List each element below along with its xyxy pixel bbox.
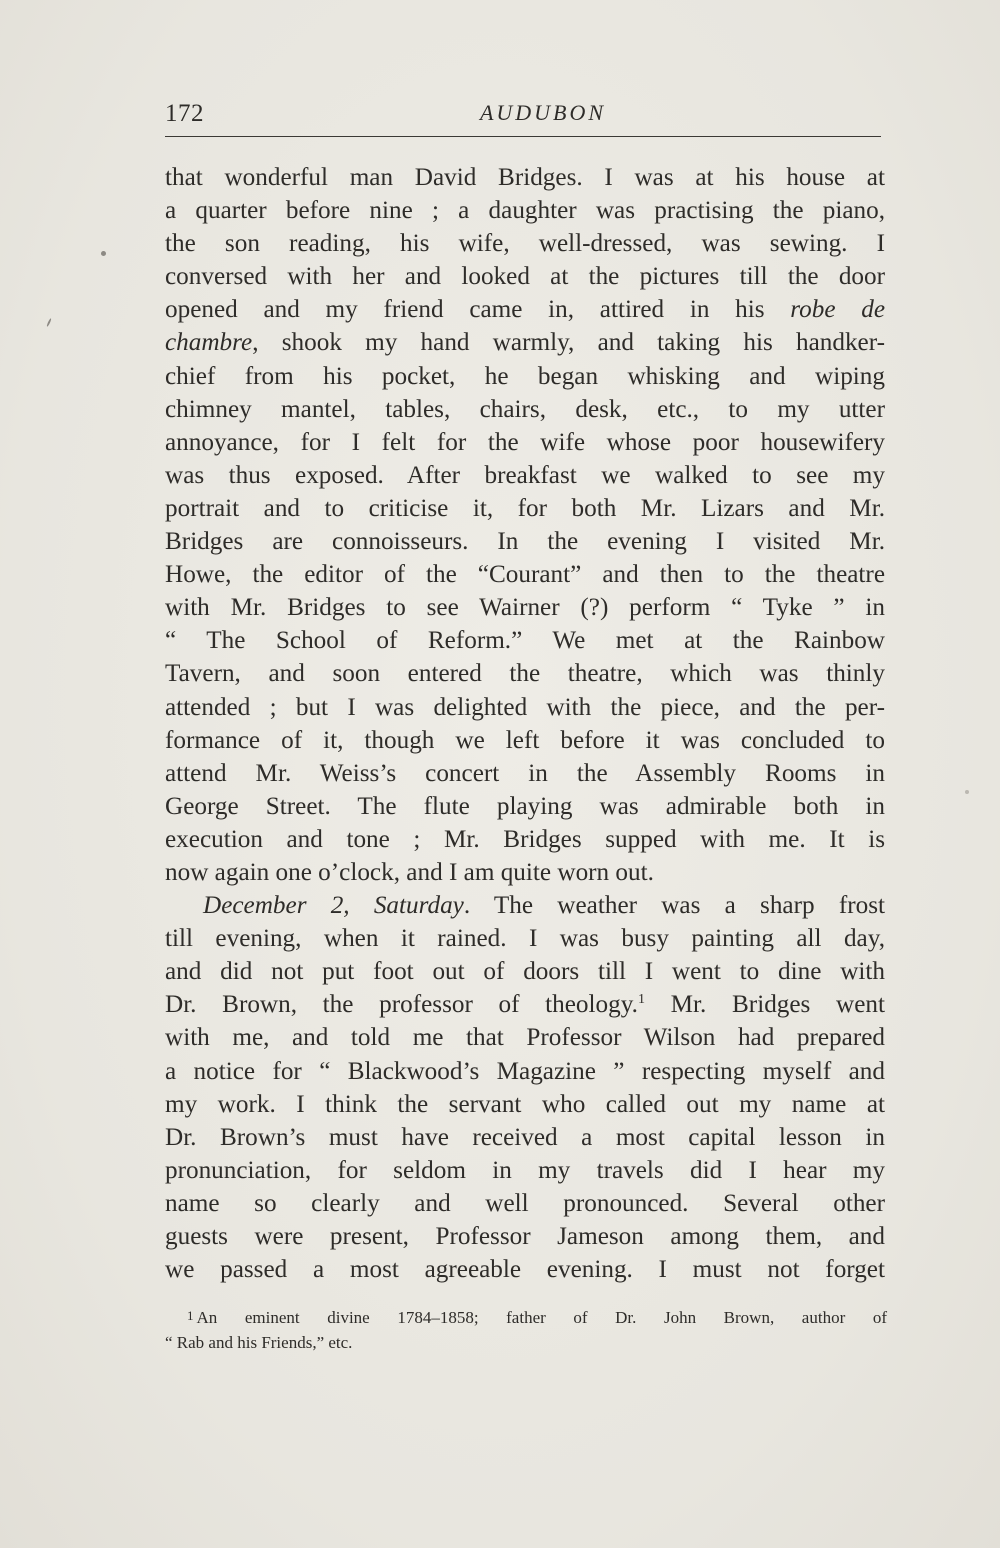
text-line: that wonderful man David Bridges. I was at his house at xyxy=(165,164,885,191)
text-line: a notice for “ Blackwood’s Magazine ” respecting myself and xyxy=(165,1057,885,1085)
text-line: now again one o’clock, and I am quite worn out. xyxy=(165,858,654,886)
text-line: conversed with her and looked at the pictures till the door xyxy=(165,263,885,291)
footnote-line xyxy=(165,1302,887,1329)
text-line xyxy=(165,326,885,359)
text-segment: opened and my friend came in, attired in his xyxy=(165,296,791,324)
paper-speck xyxy=(101,251,106,256)
text-segment: Dr. Brown, the professor of theology. xyxy=(165,991,638,1019)
text-line: Howe, the editor of the “Courant” and then to the theatre xyxy=(165,561,885,589)
text-line: we passed a most agreeable evening. I must not forget xyxy=(165,1256,885,1284)
text-line: name so clearly and well pronounced. Several other xyxy=(165,1189,885,1217)
text-line: “ The School of Reform.” We met at the Rainbow xyxy=(165,627,885,655)
text-line: with me, and told me that Professor Wilson had prepared xyxy=(165,1024,885,1052)
italic-phrase: chambre xyxy=(165,329,253,357)
text-line: chimney mantel, tables, chairs, desk, etc., to my utter xyxy=(165,395,885,423)
running-head: AUDUBON xyxy=(479,100,607,125)
text-line: annoyance, for I felt for the wife whose poor housewifery xyxy=(165,428,885,456)
text-line: attend Mr. Weiss’s concert in the Assembly Rooms in xyxy=(165,759,885,787)
footnote-line: “ Rab and his Friends,” etc. xyxy=(165,1333,353,1352)
text-segment: Mr. Bridges went xyxy=(644,991,885,1019)
footnotes xyxy=(165,1302,887,1356)
text-line: George Street. The flute playing was admirable both in xyxy=(165,792,885,820)
page-number: 172 xyxy=(165,100,204,127)
text-line: pronunciation, for seldom in my travels did I hear my xyxy=(165,1156,885,1184)
text-segment: , shook my hand warmly, and taking his handker- xyxy=(252,329,885,357)
text-line: was thus exposed. After breakfast we walked to see my xyxy=(165,461,885,489)
body-text xyxy=(165,161,885,1286)
text-line: portrait and to criticise it, for both Mr. Lizars and Mr. xyxy=(165,494,885,522)
footnote-marker: 1 xyxy=(187,1308,194,1323)
text-line: with Mr. Bridges to see Wairner (?) perform “ Tyke ” in xyxy=(165,594,885,622)
text-line: attended ; but I was delighted with the piece, and the per- xyxy=(165,693,885,721)
text-line xyxy=(165,889,885,922)
text-line: guests were present, Professor Jameson among them, and xyxy=(165,1223,885,1250)
text-line: Tavern, and soon entered the theatre, which was thinly xyxy=(165,660,885,688)
text-line: a quarter before nine ; a daughter was practising the piano, xyxy=(165,197,885,225)
paper-speck xyxy=(965,790,969,794)
footnote-reference: 1 xyxy=(637,992,645,1008)
text-line xyxy=(165,988,885,1021)
footnote-text: An eminent divine 1784–1858; father of Dr. John Brown, author of xyxy=(196,1308,887,1327)
text-line: execution and tone ; Mr. Bridges supped with me. It is xyxy=(165,825,885,853)
text-line: Dr. Brown’s must have received a most capital lesson in xyxy=(165,1123,885,1151)
text-line xyxy=(165,293,885,326)
date-heading: December 2, Saturday xyxy=(203,892,464,920)
text-segment: . The weather was a sharp frost xyxy=(463,892,885,920)
text-line: my work. I think the servant who called out my name at xyxy=(165,1090,885,1118)
text-line: till evening, when it rained. I was busy painting all day, xyxy=(165,925,885,953)
text-line: formance of it, though we left before it was concluded to xyxy=(165,726,885,754)
paper-speck xyxy=(46,318,52,327)
page-header xyxy=(165,96,881,137)
text-line: and did not put foot out of doors till I went to dine with xyxy=(165,958,885,986)
text-line: the son reading, his wife, well-dressed, was sewing. I xyxy=(165,230,885,258)
text-line: Bridges are connoisseurs. In the evening I visited Mr. xyxy=(165,528,885,556)
text-line: chief from his pocket, he began whisking and wiping xyxy=(165,362,885,390)
italic-phrase: robe de xyxy=(790,296,885,324)
